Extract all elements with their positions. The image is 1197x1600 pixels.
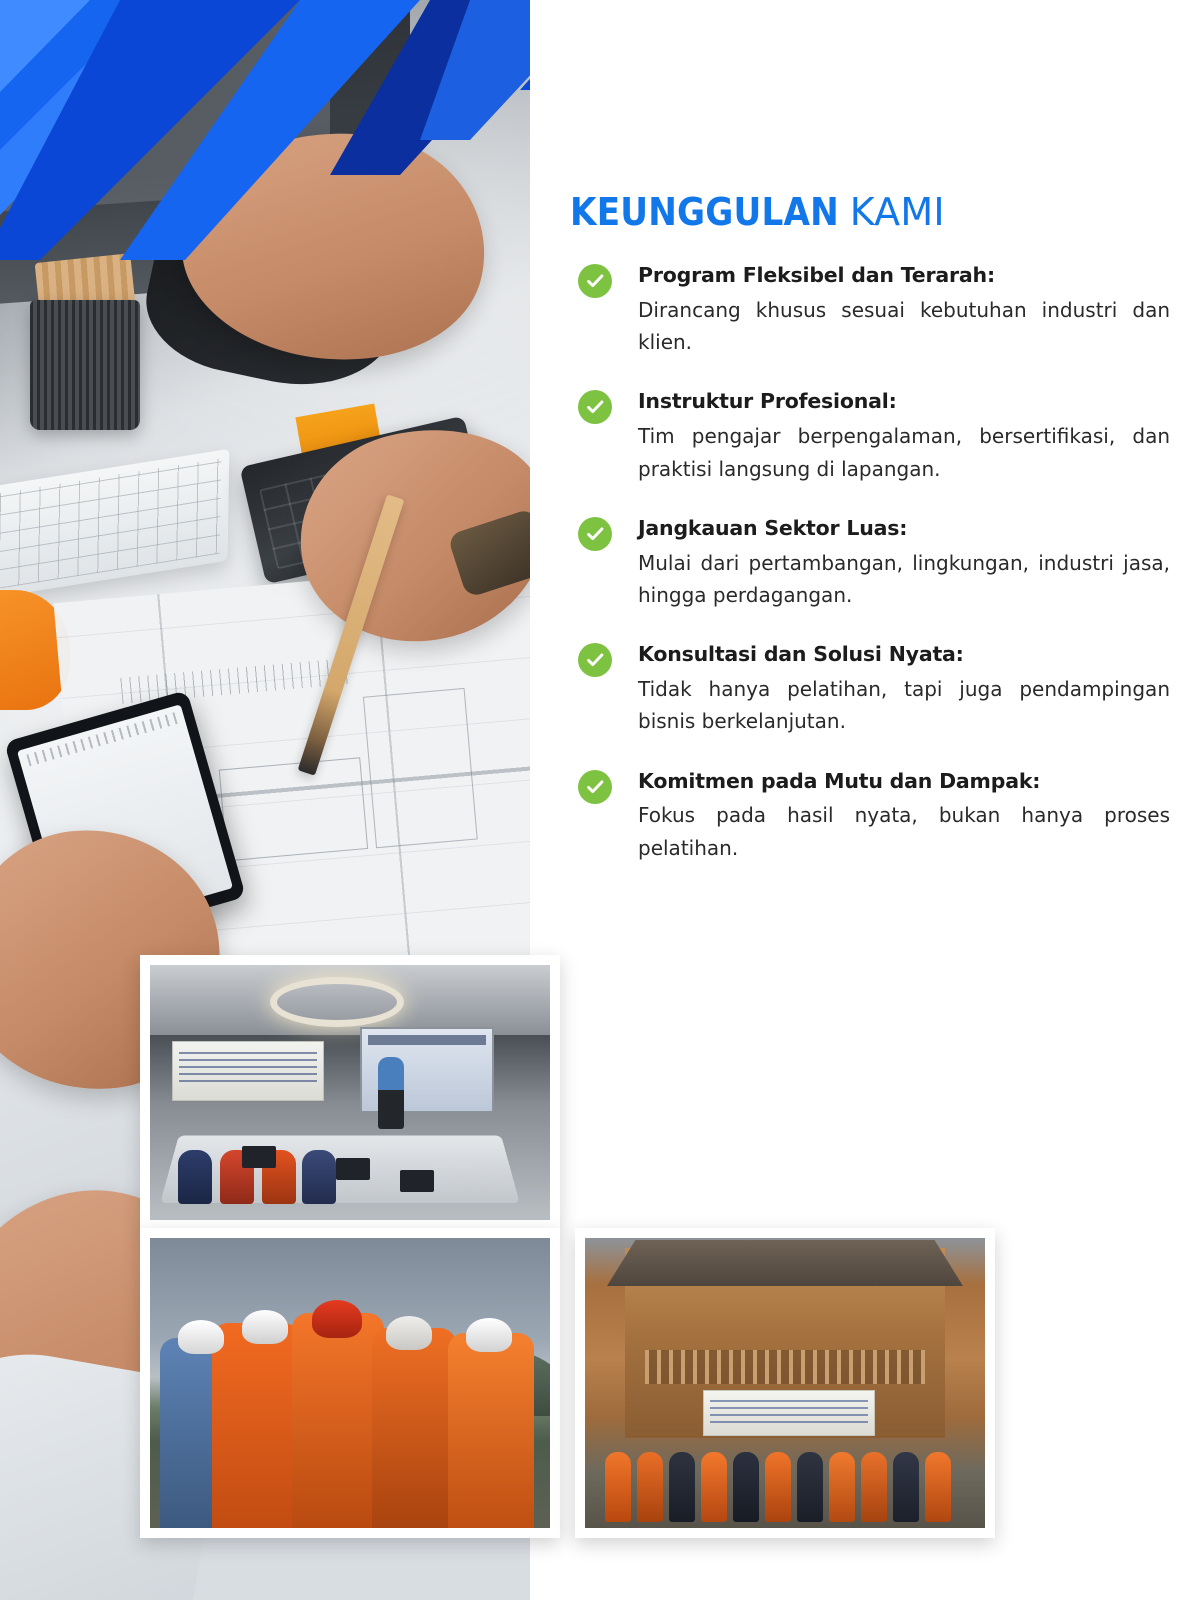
advantages-list xyxy=(570,262,1170,894)
railing-shape xyxy=(645,1350,925,1384)
participant-shape xyxy=(302,1150,336,1204)
list-item xyxy=(570,768,1170,864)
laptop-shape xyxy=(400,1170,434,1192)
participant-shape xyxy=(178,1150,212,1204)
attendee-shape xyxy=(605,1452,631,1522)
advantage-description: Tim pengajar berpengalaman, bersertifikasi, dan praktisi langsung di lapangan. xyxy=(638,424,1170,481)
attendee-shape xyxy=(765,1452,791,1522)
attendee-shape xyxy=(797,1452,823,1522)
advantage-description: Fokus pada hasil nyata, bukan hanya proses pelatihan. xyxy=(638,803,1170,860)
worker-shape xyxy=(212,1323,300,1528)
field-workers-photo xyxy=(140,1228,560,1538)
worker-shape xyxy=(372,1328,456,1528)
laptop-shape xyxy=(242,1146,276,1168)
laptop-shape xyxy=(336,1158,370,1180)
advantage-description: Mulai dari pertambangan, lingkungan, industri jasa, hingga perdagangan. xyxy=(638,550,1170,607)
advantage-title: Konsultasi dan Solusi Nyata: xyxy=(638,642,964,667)
meeting-room-photo xyxy=(140,955,560,1230)
check-circle-icon xyxy=(578,517,612,551)
check-circle-icon xyxy=(578,643,612,677)
advantage-title: Komitmen pada Mutu dan Dampak: xyxy=(638,768,1041,793)
page-title-bold: KEUNGGULAN xyxy=(570,190,839,234)
helmet-shape xyxy=(242,1310,288,1344)
blueprint-detail xyxy=(363,688,478,848)
list-item xyxy=(570,515,1170,611)
attendee-shape xyxy=(925,1452,951,1522)
worker-shape xyxy=(292,1313,384,1528)
pencil-cup-shape xyxy=(30,300,140,430)
attendee-shape xyxy=(861,1452,887,1522)
attendee-shape xyxy=(701,1452,727,1522)
attendee-shape xyxy=(637,1452,663,1522)
helmet-shape xyxy=(466,1318,512,1352)
helmet-shape xyxy=(386,1316,432,1350)
advantage-title: Instruktur Profesional: xyxy=(638,389,897,414)
list-item xyxy=(570,262,1170,358)
advantage-title: Jangkauan Sektor Luas: xyxy=(638,515,908,540)
check-circle-icon xyxy=(578,770,612,804)
attendee-shape xyxy=(733,1452,759,1522)
page-title-light: KAMI xyxy=(849,190,945,234)
event-banner-shape xyxy=(703,1390,875,1436)
advantage-description: Tidak hanya pelatihan, tapi juga pendampingan bisnis berkelanjutan. xyxy=(638,677,1170,734)
list-item xyxy=(570,641,1170,737)
blueprint-detail xyxy=(120,658,351,704)
group-training-photo xyxy=(575,1228,995,1538)
page-title xyxy=(570,190,945,235)
blueprint-detail xyxy=(219,757,368,861)
list-item xyxy=(570,388,1170,484)
photo-inner xyxy=(585,1238,985,1528)
event-banner-shape xyxy=(172,1041,324,1101)
worker-shape xyxy=(448,1333,534,1528)
ceiling-light-shape xyxy=(270,977,404,1027)
attendee-shape xyxy=(829,1452,855,1522)
advantage-title: Program Fleksibel dan Terarah: xyxy=(638,263,995,287)
presenter-shape xyxy=(378,1057,404,1129)
check-circle-icon xyxy=(578,390,612,424)
helmet-shape xyxy=(178,1320,224,1354)
photo-inner xyxy=(150,1238,550,1528)
check-circle-icon xyxy=(578,264,612,298)
tablet-toolbar xyxy=(26,712,177,766)
attendee-shape xyxy=(893,1452,919,1522)
roof-shape xyxy=(607,1240,963,1286)
attendee-shape xyxy=(669,1452,695,1522)
photo-inner xyxy=(150,965,550,1220)
keyboard-shape xyxy=(0,449,229,601)
helmet-shape xyxy=(312,1300,362,1338)
advantage-description: Dirancang khusus sesuai kebutuhan industri dan klien. xyxy=(638,297,1170,355)
